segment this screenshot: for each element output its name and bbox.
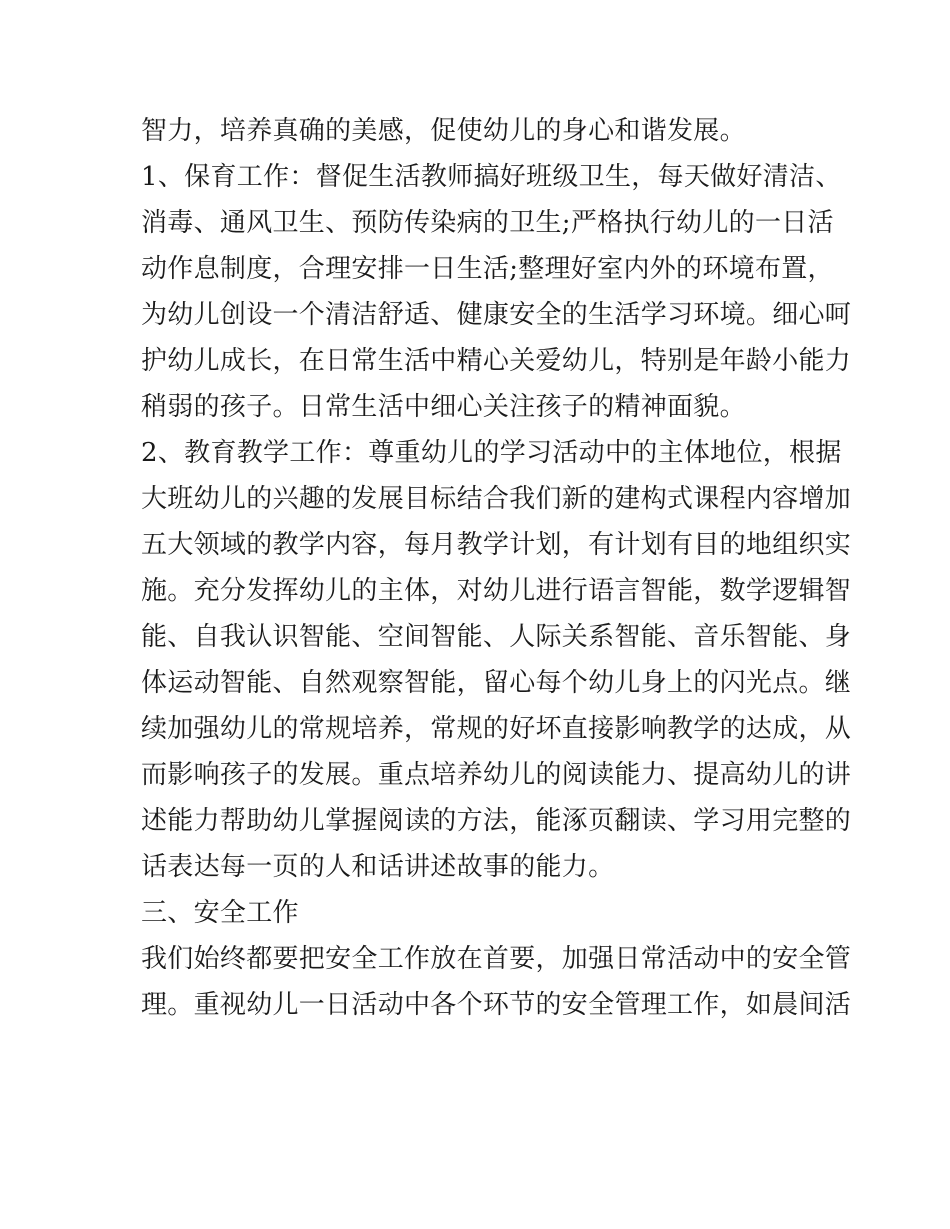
text-line: 续加强幼儿的常规培养，常规的好坏直接影响教学的达成，从 bbox=[141, 714, 852, 744]
document-body bbox=[141, 108, 852, 1028]
text-line: 施。充分发挥幼儿的主体，对幼儿进行语言智能，数学逻辑智 bbox=[141, 576, 852, 606]
text-line: 1、保育工作：督促生活教师搞好班级卫生，每天做好清洁、 bbox=[141, 162, 842, 192]
text-line: 消毒、通风卫生、预防传染病的卫生;严格执行幼儿的一日活 bbox=[141, 208, 834, 238]
text-line: 理。重视幼儿一日活动中各个环节的安全管理工作，如晨间活 bbox=[141, 990, 852, 1020]
text-line: 述能力帮助幼儿掌握阅读的方法，能涿页翻读、学习用完整的 bbox=[141, 806, 852, 836]
text-line: 稍弱的孩子。日常生活中细心关注孩子的精神面貌。 bbox=[141, 392, 746, 422]
section-heading: 三、安全工作 bbox=[141, 898, 299, 928]
text-line: 为幼儿创设一个清洁舒适、健康安全的生活学习环境。细心呵 bbox=[141, 300, 852, 330]
text-line: 智力，培养真确的美感，促使幼儿的身心和谐发展。 bbox=[141, 116, 746, 146]
text-line: 护幼儿成长，在日常生活中精心关爱幼儿，特别是年龄小能力 bbox=[141, 346, 852, 376]
text-line: 而影响孩子的发展。重点培养幼儿的阅读能力、提高幼儿的讲 bbox=[141, 760, 852, 790]
text-line: 五大领域的教学内容，每月教学计划，有计划有目的地组织实 bbox=[141, 530, 852, 560]
text-line: 2、教育教学工作：尊重幼儿的学习活动中的主体地位，根据 bbox=[141, 438, 842, 468]
text-line: 大班幼儿的兴趣的发展目标结合我们新的建构式课程内容增加 bbox=[141, 484, 852, 514]
text-line: 体运动智能、自然观察智能，留心每个幼儿身上的闪光点。继 bbox=[141, 668, 852, 698]
text-line: 动作息制度，合理安排一日生活;整理好室内外的环境布置， bbox=[141, 254, 834, 284]
text-line: 能、自我认识智能、空间智能、人际关系智能、音乐智能、身 bbox=[141, 622, 852, 652]
text-line: 话表达每一页的人和话讲述故事的能力。 bbox=[141, 852, 615, 882]
text-line: 我们始终都要把安全工作放在首要，加强日常活动中的安全管 bbox=[141, 944, 852, 974]
